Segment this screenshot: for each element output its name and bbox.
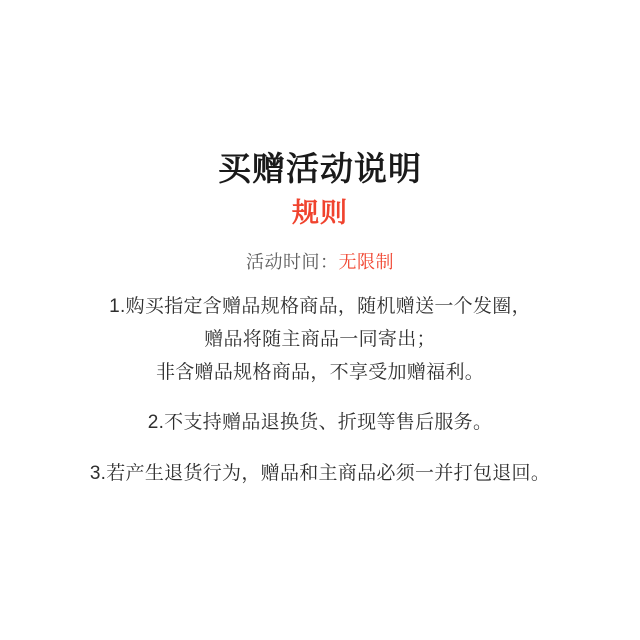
rule-line: 赠品将随主商品一同寄出； (204, 328, 436, 350)
rule-line: 非含赠品规格商品，不享受加赠福利。 (155, 362, 485, 384)
rule-line: 1.购买指定含赠品规格商品，随机赠送一个发圈， (109, 295, 531, 317)
page-title: 买赠活动说明 (218, 150, 422, 187)
rule-line: 2.不支持赠品退换货、折现等售后服务。 (147, 412, 493, 434)
rule-line: 3.若产生退货行为，赠品和主商品必须一并打包退回。 (89, 462, 551, 484)
rule-item (90, 457, 550, 490)
activity-time-row (246, 250, 394, 275)
activity-time-label: 活动时间： (246, 252, 339, 273)
rule-item (148, 406, 493, 439)
activity-time-value: 无限制 (338, 252, 394, 273)
page-subtitle: 规则 (292, 198, 348, 229)
rule-item (109, 290, 531, 390)
rules-list (0, 290, 640, 490)
